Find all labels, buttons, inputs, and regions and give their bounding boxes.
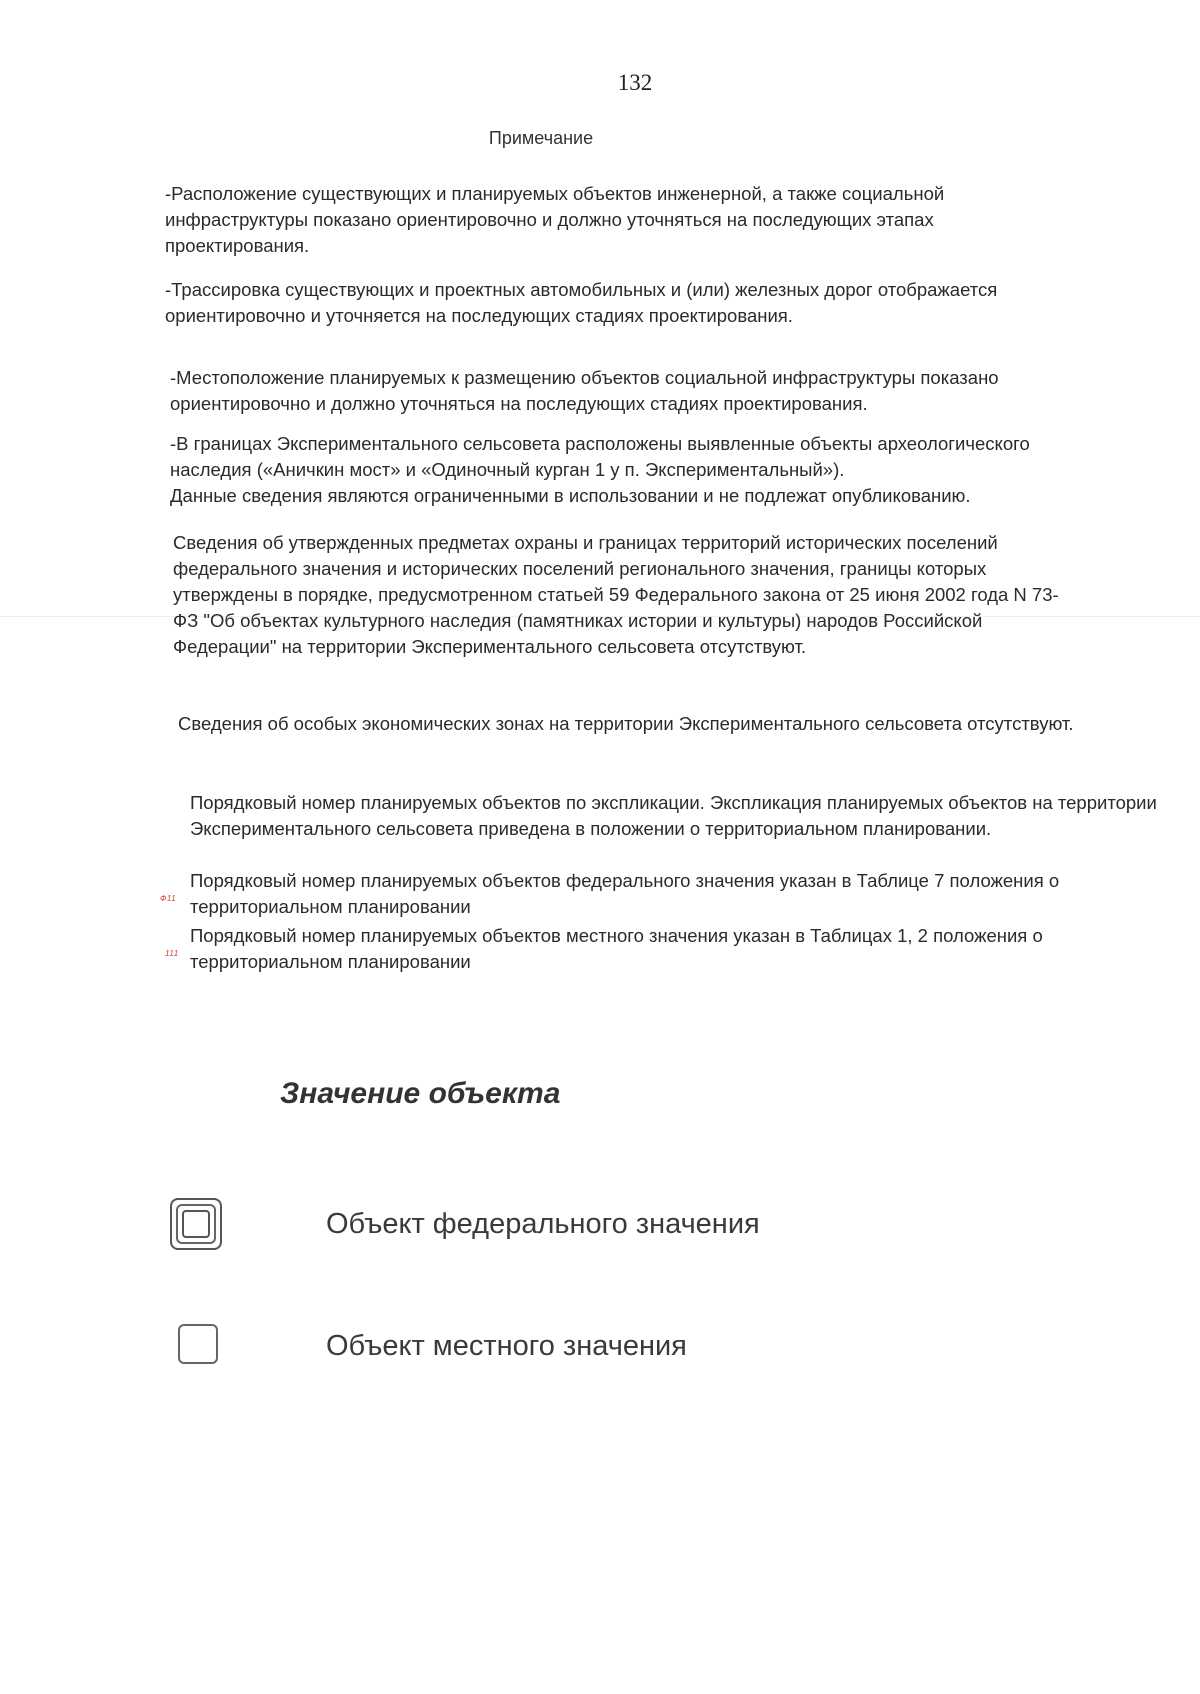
legend-title: Значение объекта [280, 1077, 561, 1110]
note-paragraph [170, 365, 1050, 417]
note-text: Сведения об особых экономических зонах на территории Экспериментального сельсовета отсутствуют. [178, 713, 1074, 734]
note-text: -В границах Экспериментального сельсовета расположены выявленные объекты археологического наследия («Аничкин мост» и «Одиночный курган 1 у п. Экспериментальный»). [170, 433, 1030, 480]
note-paragraph [165, 181, 1045, 259]
federal-number-marker: Ф11 [160, 894, 177, 903]
note-text: -Местоположение планируемых к размещению объектов социальной инфраструктуры показано ориентировочно и должно уточняться на последующих стадиях проектирования. [170, 367, 999, 414]
note-paragraph [173, 530, 1073, 660]
note-text: Порядковый номер планируемых объектов федерального значения указан в Таблице 7 положения о территориальном планировании [190, 870, 1060, 917]
note-paragraph [165, 277, 1045, 329]
note-paragraph [190, 868, 1110, 920]
note-text: Порядковый номер планируемых объектов по экспликации. Экспликация планируемых объектов на территории Экспериментального сельсовета приведена в положении о территориальном планировании. [190, 792, 1157, 839]
note-paragraph [190, 790, 1170, 842]
note-paragraph [190, 923, 1110, 975]
note-text: Порядковый номер планируемых объектов местного значения указан в Таблицах 1, 2 положения о территориальном планировании [190, 925, 1043, 972]
legend-federal-label: Объект федерального значения [326, 1208, 760, 1240]
local-number-marker: 111 [165, 949, 179, 958]
note-paragraph [178, 711, 1178, 737]
note-text: Сведения об утвержденных предметах охраны и границах территорий исторических поселений федерального значения и исторических поселений регионального значения, границы которых утверждены в порядке, предусмотренном статьей 59 Федерального закона от 25 июня 2002 года N 73-ФЗ "Об объектах культурного наследия (памятниках истории и культуры) народов Российской Федерации" на территории Экспериментального сельсовета отсутствуют. [173, 532, 1059, 657]
note-paragraph [170, 431, 1070, 509]
local-object-icon [178, 1324, 218, 1364]
legend-local-label: Объект местного значения [326, 1330, 687, 1362]
note-text-restriction: Данные сведения являются ограниченными в использовании и не подлежат опубликованию. [170, 485, 971, 506]
note-heading: Примечание [488, 128, 594, 148]
federal-object-icon [170, 1198, 222, 1250]
note-text: -Трассировка существующих и проектных автомобильных и (или) железных дорог отображается ориентировочно и уточняется на последующих стадиях проектирования. [165, 279, 998, 326]
page-number: 132 [617, 70, 653, 95]
note-text: -Расположение существующих и планируемых объектов инженерной, а также социальной инфраструктуры показано ориентировочно и должно уточняться на последующих этапах проектирования. [165, 183, 945, 256]
